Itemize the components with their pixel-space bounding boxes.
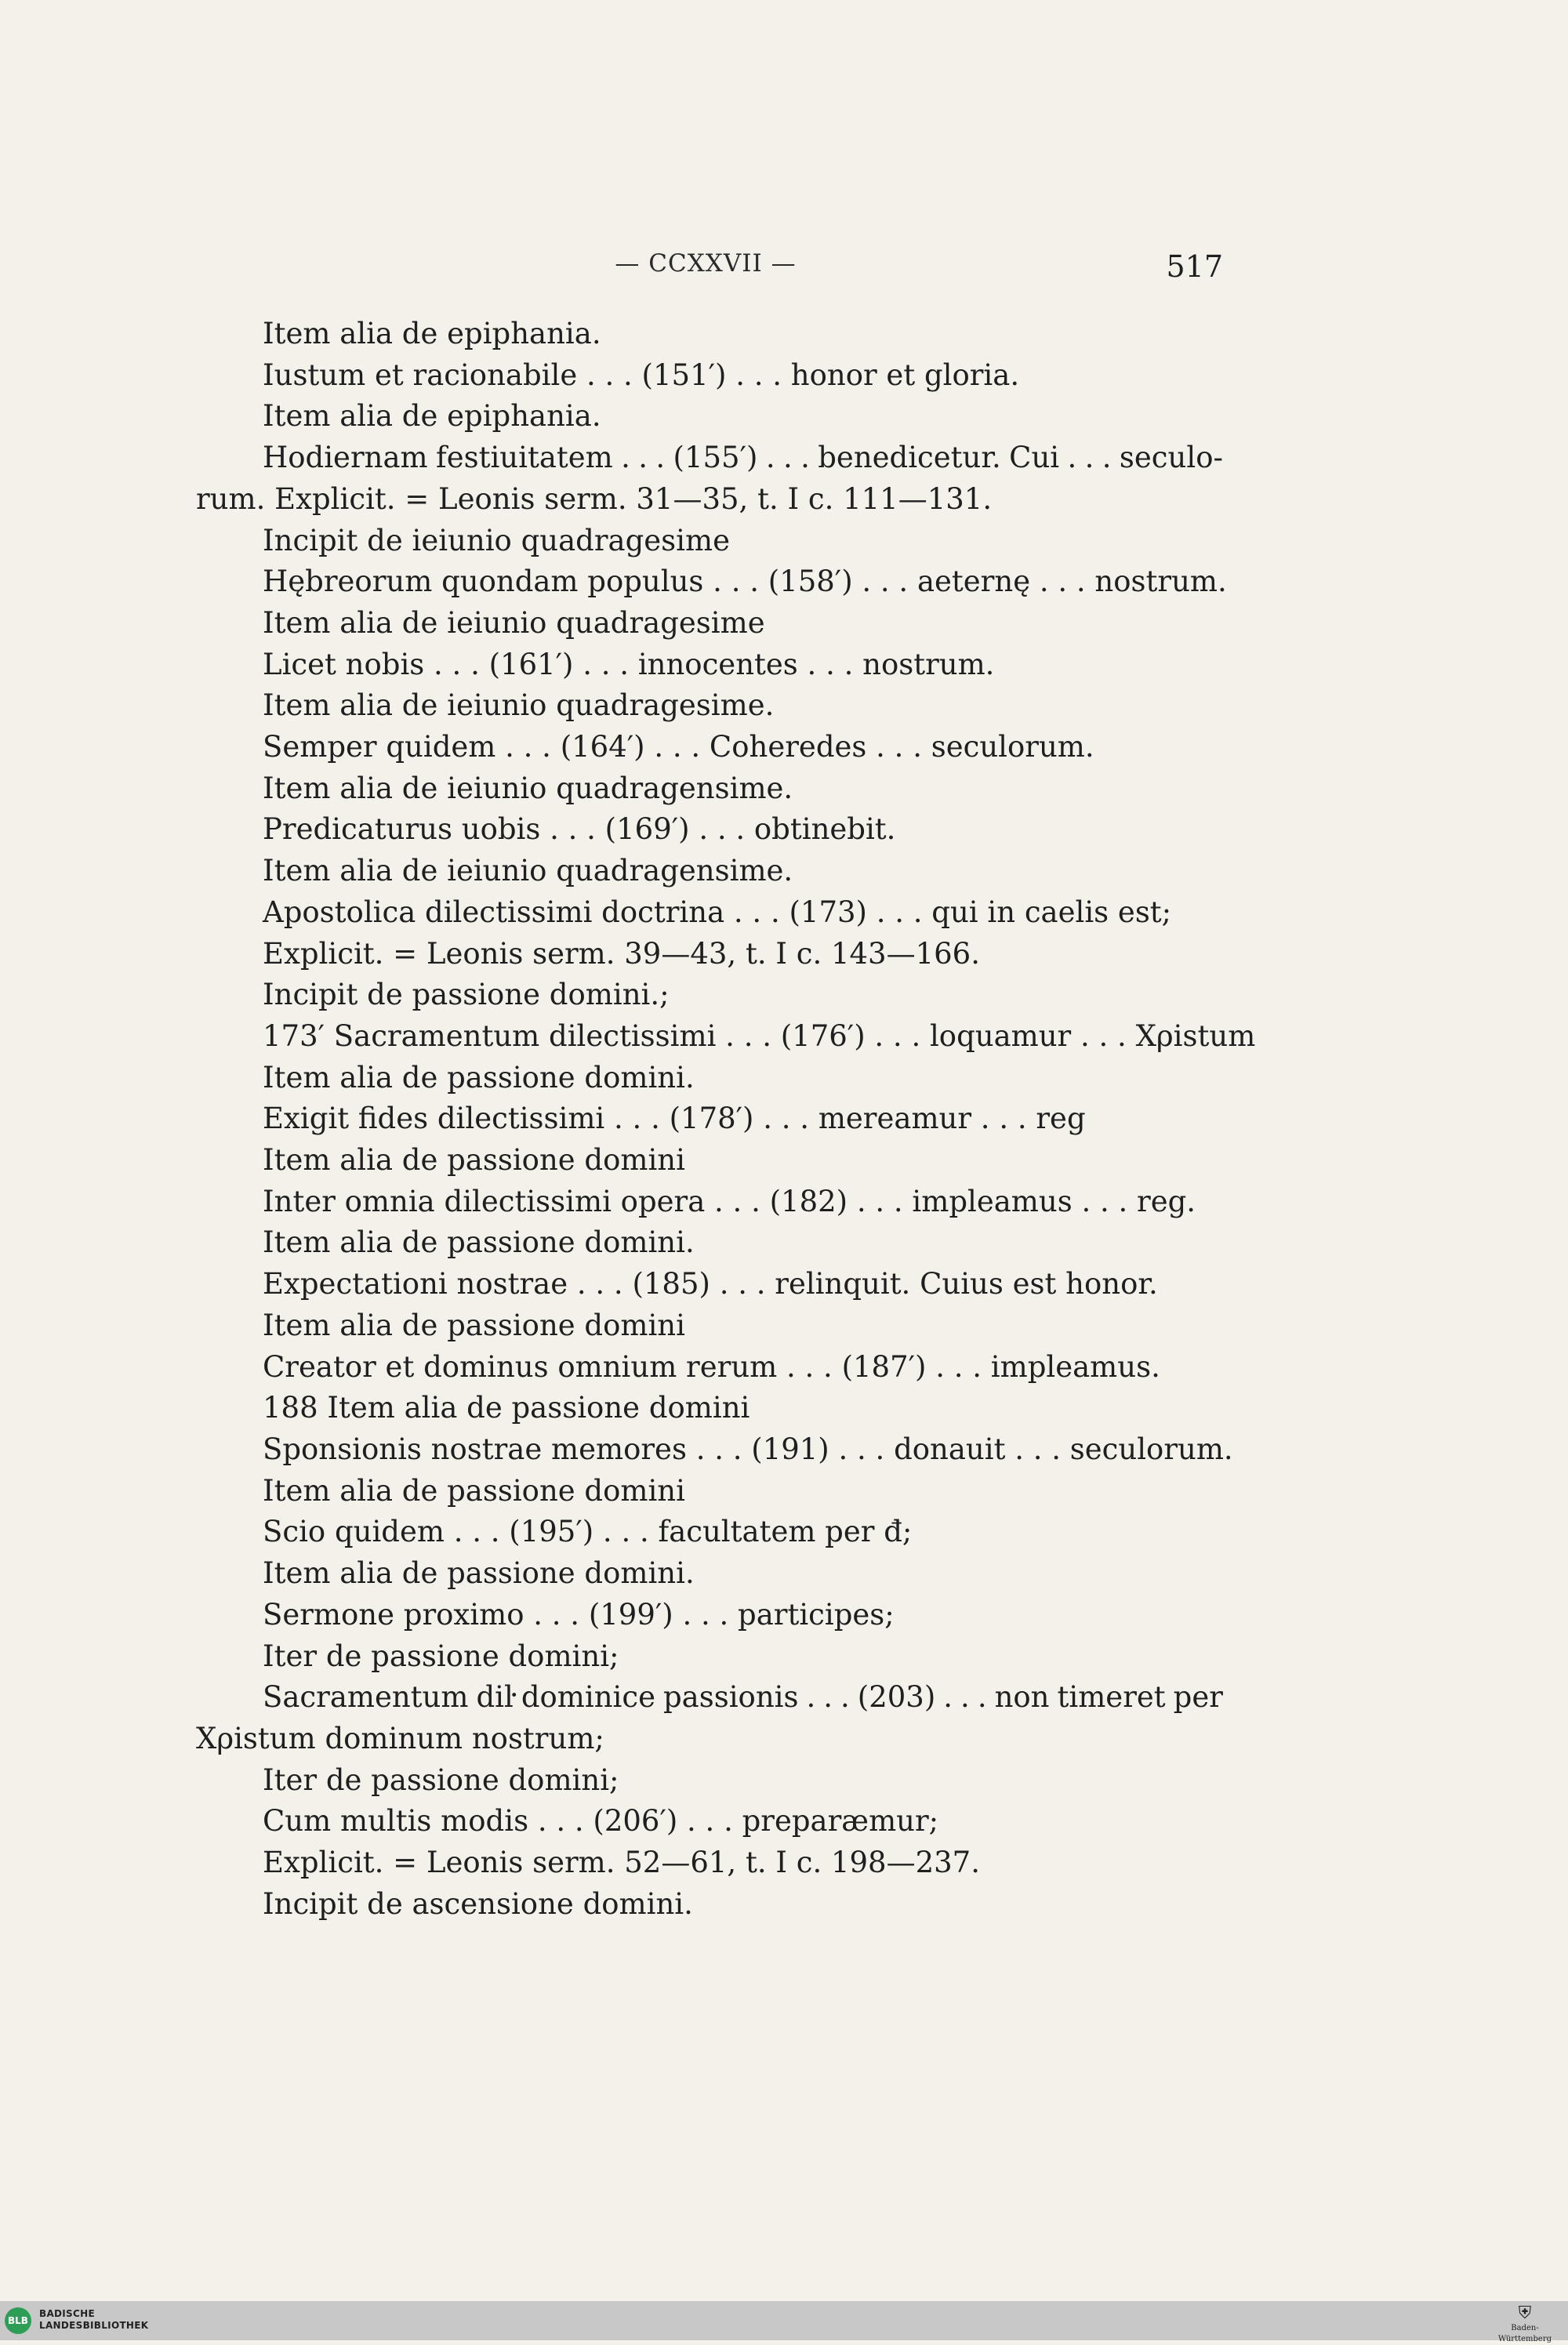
text-line: Iter de passione domini;	[263, 1762, 619, 1797]
text-line: Incipit de ascensione domini.	[263, 1886, 693, 1921]
text-line: Item alia de ieiunio quadragensime.	[263, 771, 793, 805]
text-line: Inter omnia dilectissimi opera . . . (182) . . . impleamus . . . reg.	[263, 1184, 1196, 1218]
page-number: 517	[1166, 249, 1223, 284]
text-block	[196, 314, 1256, 1925]
text-line: Licet nobis . . . (161′) . . . innocentes . . . nostrum.	[263, 647, 995, 681]
text-line: Item alia de ieiunio quadragesime	[263, 605, 765, 640]
text-line: Item alia de ieiunio quadragesime.	[263, 688, 775, 723]
state-logo	[1490, 2304, 1560, 2345]
chapter-header: — CCXXVII —	[615, 249, 797, 278]
running-head	[0, 249, 1568, 284]
text-line: Expectationi nostrae . . . (185) . . . relinquit. Cuius est honor.	[263, 1267, 1158, 1301]
text-line: Scio quidem . . . (195′) . . . facultatem per đ;	[263, 1515, 913, 1549]
coat-of-arms-icon: ⛨	[1518, 2303, 1532, 2323]
library-name-line-1: BADISCHE	[39, 2308, 95, 2319]
text-line: Sponsionis nostrae memores . . . (191) . . . donauit . . . seculorum.	[263, 1432, 1233, 1466]
text-line: Iter de passione domini;	[263, 1639, 619, 1673]
text-line: Item alia de passione domini	[263, 1143, 685, 1178]
text-line: Explicit. = Leonis serm. 39—43, t. I c. 143—166.	[263, 936, 980, 971]
text-line: 188 Item alia de passione domini	[263, 1391, 750, 1425]
text-line: Apostolica dilectissimi doctrina . . . (173) . . . qui in caelis est;	[263, 895, 1172, 929]
text-line: Cum multis modis . . . (206′) . . . preparæmur;	[263, 1804, 939, 1839]
text-line: Item alia de passione domini.	[263, 1225, 695, 1260]
text-line: rum. Explicit. = Leonis serm. 31—35, t. I c. 111—131.	[196, 481, 993, 516]
text-line: Item alia de passione domini	[263, 1308, 685, 1342]
text-line: Hębreorum quondam populus . . . (158′) . . . aeternę . . . nostrum.	[263, 564, 1227, 599]
text-line: Item alia de epiphania.	[263, 317, 601, 350]
text-line: Item alia de epiphania.	[263, 399, 601, 434]
text-line: Sacramentum diŀ dominice passionis . . . (203) . . . non timeret per	[263, 1680, 1223, 1715]
text-line: 173′ Sacramentum dilectissimi . . . (176′) . . . loquamur . . . Xρistum	[263, 1018, 1256, 1053]
text-line: Item alia de passione domini	[263, 1473, 685, 1508]
text-line: Exigit fides dilectissimi . . . (178′) . . . mereamur . . . reg	[263, 1102, 1086, 1136]
blb-logo-icon: BLB	[5, 2307, 31, 2334]
text-line: Sermone proximo . . . (199′) . . . participes;	[263, 1597, 895, 1632]
library-name	[39, 2308, 148, 2332]
library-name-line-2: LANDESBIBLIOTHEK	[39, 2320, 149, 2331]
text-line: Hodiernam festiuitatem . . . (155′) . . . benedicetur. Cui . . . seculo-	[263, 441, 1223, 475]
text-line: Item alia de ieiunio quadragensime.	[263, 854, 793, 888]
text-line: Incipit de passione domini.;	[263, 978, 670, 1012]
text-line: Predicaturus uobis . . . (169′) . . . obtinebit.	[263, 812, 896, 847]
text-line: Iustum et racionabile . . . (151′) . . . honor et gloria.	[263, 358, 1020, 392]
text-line: Incipit de ieiunio quadragesime	[263, 523, 730, 557]
footer-bar	[0, 2301, 1568, 2343]
text-line: Semper quidem . . . (164′) . . . Coheredes . . . seculorum.	[263, 730, 1094, 764]
text-line: Explicit. = Leonis serm. 52—61, t. I c. 198—237.	[263, 1846, 980, 1880]
text-line: Item alia de passione domini.	[263, 1060, 695, 1094]
text-line: Xρistum dominum nostrum;	[196, 1721, 604, 1755]
state-label: Baden-Württemberg	[1497, 2324, 1552, 2343]
text-line: Item alia de passione domini.	[263, 1556, 695, 1591]
text-line: Creator et dominus omnium rerum . . . (187′) . . . impleamus.	[263, 1349, 1160, 1384]
